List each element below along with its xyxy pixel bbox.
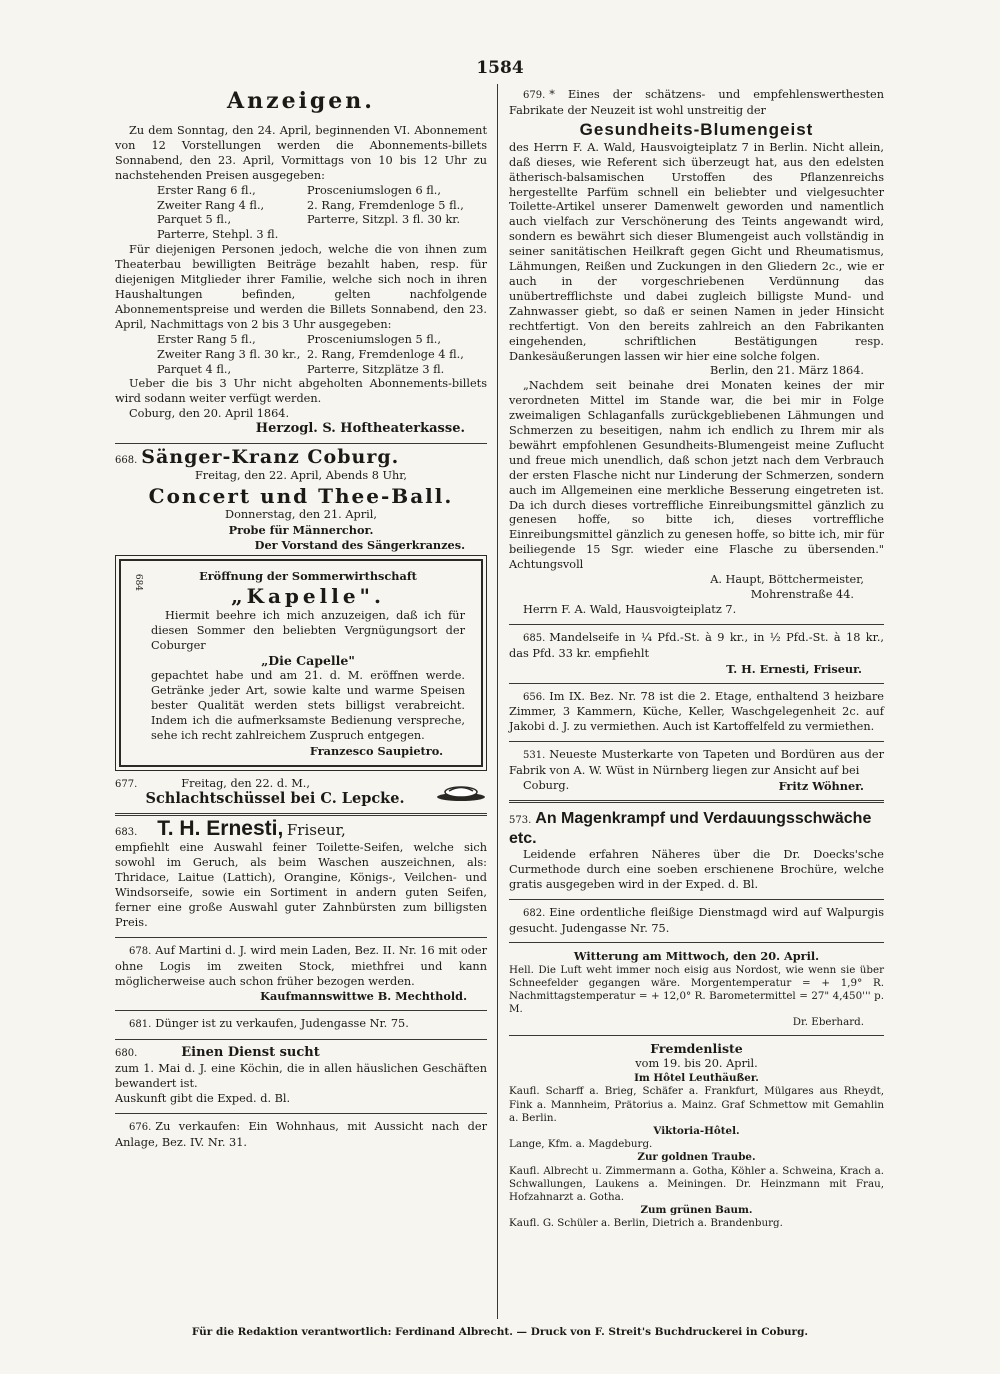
ad-number: 656. xyxy=(523,691,546,703)
left-column xyxy=(115,88,487,1157)
ad-text: Mandelseife in ¼ Pfd.-St. à 9 kr., in ½ Pfd.-St. à 18 kr., das Pfd. 33 kr. empfiehlt xyxy=(509,630,884,660)
signature: Franzesco Saupietro. xyxy=(309,743,443,758)
price-item: 2. Rang, Fremdenloge 5 fl., xyxy=(307,198,464,212)
ad-text: Im IX. Bez. Nr. 78 ist die 2. Etage, enthaltend 3 heizbare Zimmer, 3 Kammern, Küche, Keller, Waschgelegenheit 2c. auf Jakobi d. J. zu vermiethen. Auch ist Kartoffelfeld zu vermiethen. xyxy=(509,689,884,734)
weather-report xyxy=(509,949,884,1029)
hotel-guests: Lange, Kfm. a. Magdeburg. xyxy=(509,1138,653,1151)
divider xyxy=(509,800,884,803)
ad-title: Eröffnung der Sommerwirthschaft xyxy=(199,568,417,583)
ad-number: 681. xyxy=(129,1019,152,1031)
divider xyxy=(509,942,884,943)
ad-title: Sänger-Kranz Coburg. xyxy=(141,446,400,469)
price-item: Parterre, Sitzplätze 3 fl. xyxy=(307,362,445,376)
dish-icon xyxy=(435,782,487,802)
ad-letter: „Nachdem seit beinahe drei Monaten keines der mir verordneten Mittel im Stande war, die bei mir in Folge zweimaligen Schlaganfalls zurückgebliebenen Lähmungen und Schmerzen zu beseitigen, nahm ich endlich zu Ihrem mir als bewährt empfohlenen Gesundheits-Blumengeist meine Zuflucht und freue mich unendlich, daß schon jetzt nach dem Verbrauch der ersten Flasche nicht nur Linderung der Schmerzen, sondern auch im Allgemeinen eine merkliche Besserung eingetreten ist. Da ich durch dieses vortreffliche Einreibungsmittel gänzlich zu genesen hoffe, so bitte ich, dieses vortreffliche Einreibungsmittel gänzlich zu genesen hoffe, so bitte ich, mir für beiliegende 15 Sgr. wieder eine Flasche zu übersenden." Achtungsvoll xyxy=(509,379,884,572)
signature: Der Vorstand des Sängerkranzes. xyxy=(254,537,465,552)
ad-text: zum 1. Mai d. J. eine Köchin, die in allen häuslichen Geschäften bewandert ist. xyxy=(115,1062,487,1091)
guest-list-title: Fremdenliste xyxy=(650,1041,743,1057)
dateline: Coburg, den 20. April 1864. xyxy=(129,407,290,421)
ad-text: Auf Martini d. J. wird mein Laden, Bez. II. Nr. 16 mit oder ohne Logis im zweiten Stock, miethfrei und kann möglicherweise auch schon früher bezogen werden. xyxy=(115,943,487,988)
signature: A. Haupt, Böttchermeister, xyxy=(710,573,864,587)
hotel-name: Zur goldnen Traube. xyxy=(637,1151,756,1164)
ad-line: Freitag, den 22. April, Abends 8 Uhr, xyxy=(194,468,408,482)
ad-place: „Die Capelle" xyxy=(261,653,355,669)
ad-title: Gesundheits-Blumengeist xyxy=(579,119,814,139)
divider xyxy=(115,1039,487,1040)
ad-event: Concert und Thee-Ball. xyxy=(148,483,454,508)
ad-677 xyxy=(115,777,487,808)
ad-number: 685. xyxy=(523,632,546,644)
divider xyxy=(509,1035,884,1036)
price-item xyxy=(307,228,487,243)
ad-number: 684 xyxy=(133,573,144,591)
signature: T. H. Ernesti, Friseur. xyxy=(726,661,862,676)
divider xyxy=(509,899,884,900)
price-item: Erster Rang 6 fl., xyxy=(157,183,256,197)
ad-number: 680. xyxy=(115,1048,138,1060)
price-item: 2. Rang, Fremdenloge 4 fl., xyxy=(307,347,464,361)
ad-place: Coburg. xyxy=(523,779,570,793)
ad-683 xyxy=(115,817,487,930)
ad-681 xyxy=(115,1017,487,1033)
ad-text: Auskunft gibt die Exped. d. Bl. xyxy=(115,1091,291,1105)
signature: Herzogl. S. Hoftheaterkasse. xyxy=(255,421,465,437)
ad-text: gepachtet habe und am 21. d. M. eröffnen werde. Getränke jeder Art, sowie kalte und warme Speisen bester Qualität werden stets billigst verabreicht. Indem ich die aufmerksamste Bedienung verspreche, sehe ich recht zahlreichem Zuspruch entgegen. xyxy=(151,669,465,742)
ad-number: 678. xyxy=(129,945,152,957)
ad-679 xyxy=(509,88,884,618)
signature: Fritz Wöhner. xyxy=(778,779,864,794)
ad-531 xyxy=(509,748,884,794)
guest-list xyxy=(509,1042,884,1230)
ad-684-box xyxy=(119,559,483,767)
ad-title: Einen Dienst sucht xyxy=(181,1045,320,1061)
column-divider xyxy=(497,84,498,1319)
weather-signature: Dr. Eberhard. xyxy=(792,1016,864,1029)
theater-intro: Zu dem Sonntag, den 24. April, beginnenden VI. Abonnement von 12 Vorstellungen werden die Abonnements-billets Sonnabend, den 23. April, Vormittags von 10 bis 12 Uhr zu nachstehenden Preisen ausgegeben: xyxy=(115,124,487,182)
ad-number: 679. xyxy=(523,90,546,101)
ad-line: Probe für Männerchor. xyxy=(228,522,374,537)
ad-text: empfiehlt eine Auswahl feiner Toilette-Seifen, welche sich sowohl im Geruch, als beim Waschen auszeichnen, als: Thridace, Laitue (Lattich), Orangine, Königs-, Veilchen- und Windsorseife, sowie ein Sortiment in andern guten Seifen, ferner eine große Auswahl guter Zahnbürsten zum billigsten Preis. xyxy=(115,841,487,929)
ad-number: 668. xyxy=(115,455,138,467)
price-item: Zweiter Rang 4 fl., xyxy=(157,198,265,212)
theater-announcement xyxy=(115,88,487,437)
guest-list-subtitle: vom 19. bis 20. April. xyxy=(635,1057,758,1071)
ad-number: 573. xyxy=(509,814,532,826)
addressee: Herrn F. A. Wald, Hausvoigteiplatz 7. xyxy=(523,602,737,616)
section-title: Anzeigen. xyxy=(227,88,375,114)
ad-title: An Magenkrampf und Verdauungsschwäche etc. xyxy=(509,809,872,847)
ad-number: 677. xyxy=(115,778,138,790)
signature-address: Mohrenstraße 44. xyxy=(750,588,854,601)
ad-text: Neueste Musterkarte von Tapeten und Bordüren aus der Fabrik von A. W. Wüst in Nürnberg liegen zur Ansicht auf bei xyxy=(509,748,884,778)
price-item: Erster Rang 5 fl., xyxy=(157,332,256,346)
hotel-name: Viktoria-Hôtel. xyxy=(653,1124,740,1137)
weather-title: Witterung am Mittwoch, den 20. April. xyxy=(573,949,820,964)
divider xyxy=(509,683,884,684)
ad-text: Dünger ist zu verkaufen, Judengasse Nr. 75. xyxy=(155,1017,409,1031)
divider xyxy=(115,1010,487,1011)
hotel-name: Im Hôtel Leuthäußer. xyxy=(634,1072,759,1085)
hotel-guests: Kaufl. Scharff a. Brieg, Schäfer a. Frankfurt, Mülgares aus Rheydt, Fink a. Mannheim, Prätorius a. Mainz. Graf Schmettow mit Gemahlin a. Berlin. xyxy=(509,1085,884,1124)
right-column xyxy=(509,88,884,1237)
page-number: 1584 xyxy=(476,58,524,78)
hotel-guests: Kaufl. Albrecht u. Zimmermann a. Gotha, Köhler a. Schweina, Krach a. Schwallungen, Laukens a. Meiningen. Dr. Heinzmann mit Frau, Hofzahnarzt a. Gotha. xyxy=(509,1164,884,1203)
ad-676 xyxy=(115,1120,487,1151)
divider xyxy=(509,741,884,742)
ad-title: Schlachtschüssel bei C. Lepcke. xyxy=(145,790,405,808)
price-item: Prosceniumslogen 5 fl., xyxy=(307,332,441,346)
ad-text: des Herrn F. A. Wald, Hausvoigteiplatz 7 in Berlin. Nicht allein, daß dieses, wie Referent sich überzeugt hat, aus den edelsten ätherisch-balsamischen Urstoffen des Pflanzenreichs hergestellte Parfüm schnell ein beliebter und vielgesuchter Toilette-Artikel unserer Damenwelt geworden und namentlich auch vielfach zur Verschönerung des Teints angewandt wird, sondern es bewährt sich dieser Blumengeist auch vollständig in seiner sanitätischen Heilkraft gegen Gicht und Rheumatismus, Lähmungen, Reißen und Zuckungen in den Gliedern 2c., wie er auch in der vorgeschriebenen Verdünnung das unübertrefflichste und dabei zugleich billigste Mund- und Zahnwasser giebt, so daß er seinen Namen in jeder Hinsicht rechtfertigt. Von den bereits zahlreich an den Fabrikanten eingehenden, schriftlichen Bestätigungen resp. Dankesäußerungen lassen wir hier eine solche folgen. xyxy=(509,140,884,363)
theater-outro: Ueber die bis 3 Uhr nicht abgeholten Abonnements-billets wird sodann weiter verfügt werden. xyxy=(115,377,487,406)
weather-text: Hell. Die Luft weht immer noch eisig aus Nordost, wie wenn sie über Schneefelder gegangen wäre. Morgentemperatur = + 1,9° R. Nachmittagstemperatur = + 12,0° R. Barometermittel = 27" 4,450''' p. M. xyxy=(509,964,884,1016)
hotel-name: Zum grünen Baum. xyxy=(640,1204,753,1217)
ad-680 xyxy=(115,1046,487,1107)
dateline: Berlin, den 21. März 1864. xyxy=(710,364,864,378)
ad-668 xyxy=(115,446,487,553)
signature: Kaufmannswittwe B. Mechthold. xyxy=(260,989,467,1004)
ad-line: Donnerstag, den 21. April, xyxy=(225,507,377,521)
divider xyxy=(115,937,487,938)
ad-line: Freitag, den 22. d. M., xyxy=(181,776,310,790)
ad-text: Hiermit beehre ich mich anzuzeigen, daß ich für diesen Sommer den beliebten Vergnügungsort der Coburger xyxy=(151,609,465,653)
price-item: Zweiter Rang 3 fl. 30 kr., xyxy=(157,347,301,361)
ad-intro: * Eines der schätzens- und empfehlenswerthesten Fabrikate der Neuzeit ist wohl unstreitig der xyxy=(509,88,884,117)
price-list-1 xyxy=(115,184,487,244)
theater-middle: Für diejenigen Personen jedoch, welche die von ihnen zum Theaterbau bewilligten Beiträge bezahlt haben, resp. für diejenigen Mitglieder ihrer Familie, welche sich noch in ihren Haushaltungen befinden, gelten nachfolgende Abonnementspreise und werden die Billets Sonnabend, den 23. April, Nachmittags von 2 bis 3 Uhr ausgegeben: xyxy=(115,243,487,331)
ad-trade: Friseur, xyxy=(286,821,346,840)
divider xyxy=(115,443,487,444)
ad-number: 683. xyxy=(115,827,138,839)
ad-678 xyxy=(115,944,487,1005)
ad-682 xyxy=(509,906,884,937)
divider xyxy=(115,1113,487,1114)
price-item: Prosceniumslogen 6 fl., xyxy=(307,183,441,197)
divider xyxy=(509,624,884,625)
price-item: Parterre, Stehpl. 3 fl. xyxy=(157,228,279,242)
ad-text: Leidende erfahren Näheres über die Dr. Doecks'sche Curmethode durch eine soeben erschienene Brochüre, welche gratis ausgegeben wird in der Exped. d. Bl. xyxy=(509,847,884,891)
ad-number: 682. xyxy=(523,907,546,919)
ad-656 xyxy=(509,690,884,736)
price-item: Parquet 5 fl., xyxy=(157,213,232,227)
ad-573 xyxy=(509,809,884,893)
ad-name: T. H. Ernesti, xyxy=(157,817,284,841)
imprint-footer: Für die Redaktion verantwortlich: Ferdinand Albrecht. — Druck von F. Streit's Buchdruckerei in Coburg. xyxy=(191,1326,809,1338)
ad-name: „Kapelle". xyxy=(231,584,385,609)
divider xyxy=(115,813,487,816)
ad-number: 531. xyxy=(523,750,546,762)
ad-number: 676. xyxy=(129,1121,152,1133)
price-item: Parterre, Sitzpl. 3 fl. 30 kr. xyxy=(307,213,461,227)
ad-text: Zu verkaufen: Ein Wohnhaus, mit Aussicht nach der Anlage, Bez. IV. Nr. 31. xyxy=(115,1119,487,1149)
hotel-guests: Kaufl. G. Schüler a. Berlin, Dietrich a. Brandenburg. xyxy=(509,1217,783,1230)
ad-text: Eine ordentliche fleißige Dienstmagd wird auf Walpurgis gesucht. Judengasse Nr. 75. xyxy=(509,905,884,935)
price-list-2 xyxy=(115,333,487,378)
ad-685 xyxy=(509,631,884,677)
price-item: Parquet 4 fl., xyxy=(157,362,232,376)
